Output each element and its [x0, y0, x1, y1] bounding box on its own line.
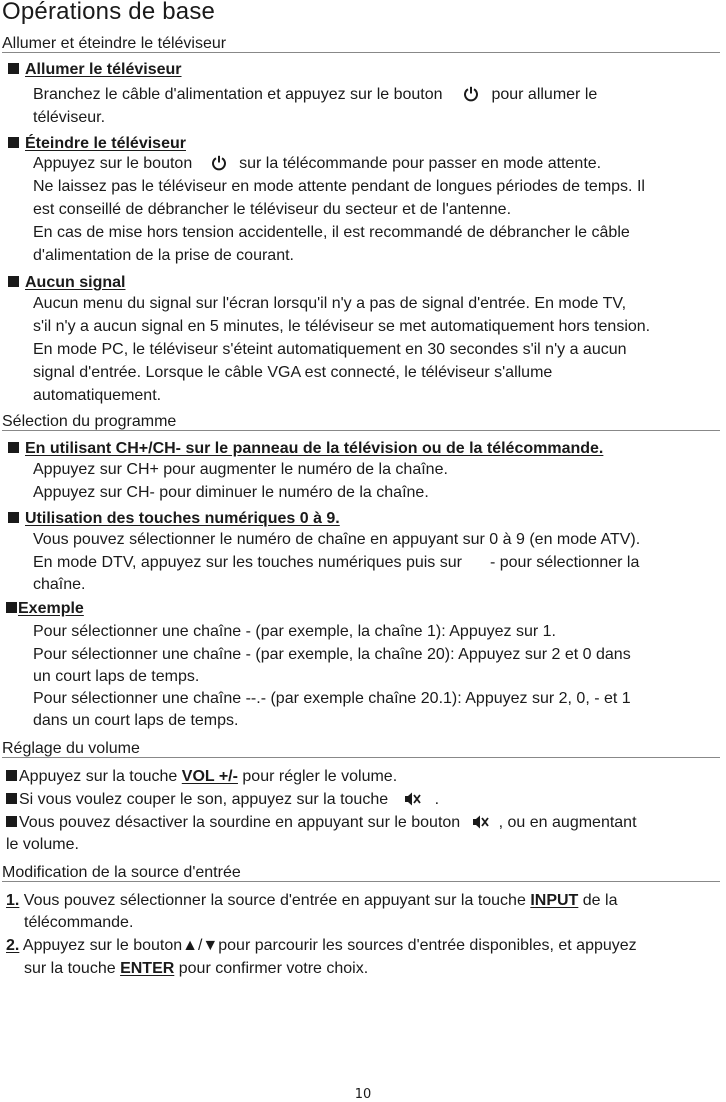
volume-item-1: Appuyez sur la touche VOL +/- pour régler le volume.	[6, 766, 397, 789]
source-step-1-cont: télécommande.	[24, 914, 134, 931]
volume-item-3: Vous pouvez désactiver la sourdine en appuyant sur le bouton , ou en augmentant	[6, 812, 637, 838]
example-line-3: un court laps de temps.	[33, 668, 200, 685]
power-on-line-1: Branchez le câble d'alimentation et appuyez sur le bouton pour allumer le	[33, 84, 597, 110]
ch-buttons-line-2: Appuyez sur CH- pour diminuer le numéro de la chaîne.	[33, 484, 429, 501]
page-number: 10	[354, 1087, 372, 1102]
no-signal-line-3: En mode PC, le téléviseur s'éteint automatiquement en 30 secondes s'il n'y a aucun	[33, 341, 627, 358]
example-line-5: dans un court laps de temps.	[33, 712, 239, 729]
source-step-2-cont: sur la touche ENTER pour confirmer votre choix.	[24, 960, 369, 977]
power-icon	[463, 86, 479, 110]
key-input: INPUT	[530, 892, 579, 909]
volume-item-3-cont: le volume.	[6, 836, 79, 853]
no-signal-line-5: automatiquement.	[33, 387, 162, 404]
mute-icon	[471, 814, 489, 838]
bullet-square-icon	[6, 793, 17, 804]
no-signal-line-4: signal d'entrée. Lorsque le câble VGA est connecté, le téléviseur s'allume	[33, 364, 553, 381]
source-step-2: 2. Appuyez sur le bouton▲/▼pour parcourir les sources d'entrée disponibles, et appuyez	[6, 937, 637, 954]
numeric-line-2: En mode DTV, appuyez sur les touches numériques puis sur - pour sélectionner la	[33, 554, 640, 571]
heading-power-on: Allumer le téléviseur	[8, 61, 182, 79]
heading-no-signal: Aucun signal	[8, 274, 125, 292]
heading-power-off: Éteindre le téléviseur	[8, 135, 186, 153]
step-number: 1.	[6, 892, 20, 909]
bullet-square-icon	[8, 442, 19, 453]
key-vol: VOL +/-	[181, 768, 238, 785]
section-heading-source: Modification de la source d'entrée	[2, 864, 720, 882]
power-off-line-4: En cas de mise hors tension accidentelle, il est recommandé de débrancher le câble	[33, 224, 630, 241]
bullet-square-icon	[6, 602, 17, 613]
numeric-line-3: chaîne.	[33, 576, 86, 593]
power-off-line-3: est conseillé de débrancher le téléviseur du secteur et de l'antenne.	[33, 201, 512, 218]
heading-numeric-keys: Utilisation des touches numériques 0 à 9.	[8, 510, 340, 528]
power-off-line-5: d'alimentation de la prise de courant.	[33, 247, 294, 264]
bullet-square-icon	[6, 816, 17, 827]
source-step-1: 1. Vous pouvez sélectionner la source d'entrée en appuyant sur la touche INPUT de la	[6, 892, 618, 909]
example-line-2: Pour sélectionner une chaîne - (par exemple, la chaîne 20): Appuyez sur 2 et 0 dans	[33, 646, 631, 663]
key-enter: ENTER	[120, 960, 175, 977]
power-off-line-1: Appuyez sur le bouton sur la télécommande pour passer en mode attente.	[33, 153, 601, 179]
example-line-1: Pour sélectionner une chaîne - (par exemple, la chaîne 1): Appuyez sur 1.	[33, 623, 556, 640]
section-heading-program: Sélection du programme	[2, 413, 720, 431]
power-on-line-2: téléviseur.	[33, 109, 106, 126]
power-off-line-2: Ne laissez pas le téléviseur en mode attente pendant de longues périodes de temps. Il	[33, 178, 645, 195]
bullet-square-icon	[8, 63, 19, 74]
step-number: 2.	[6, 937, 20, 954]
page-title: Opérations de base	[2, 0, 216, 25]
heading-ch-buttons: En utilisant CH+/CH- sur le panneau de la télévision ou de la télécommande.	[8, 440, 603, 458]
bullet-square-icon	[8, 276, 19, 287]
numeric-line-1: Vous pouvez sélectionner le numéro de chaîne en appuyant sur 0 à 9 (en mode ATV).	[33, 531, 641, 548]
bullet-square-icon	[6, 770, 17, 781]
no-signal-line-2: s'il n'y a aucun signal en 5 minutes, le téléviseur se met automatiquement hors tension.	[33, 318, 651, 335]
volume-item-2: Si vous voulez couper le son, appuyez sur la touche .	[6, 789, 439, 815]
bullet-square-icon	[8, 512, 19, 523]
heading-example: Exemple	[6, 600, 84, 618]
up-down-arrows-icon: ▲/▼	[182, 937, 219, 954]
ch-buttons-line-1: Appuyez sur CH+ pour augmenter le numéro de la chaîne.	[33, 461, 448, 478]
section-heading-power: Allumer et éteindre le téléviseur	[2, 35, 720, 53]
no-signal-line-1: Aucun menu du signal sur l'écran lorsqu'il n'y a pas de signal d'entrée. En mode TV,	[33, 295, 627, 312]
section-heading-volume: Réglage du volume	[2, 740, 720, 758]
bullet-square-icon	[8, 137, 19, 148]
example-line-4: Pour sélectionner une chaîne --.- (par exemple chaîne 20.1): Appuyez sur 2, 0, - et 1	[33, 690, 631, 707]
